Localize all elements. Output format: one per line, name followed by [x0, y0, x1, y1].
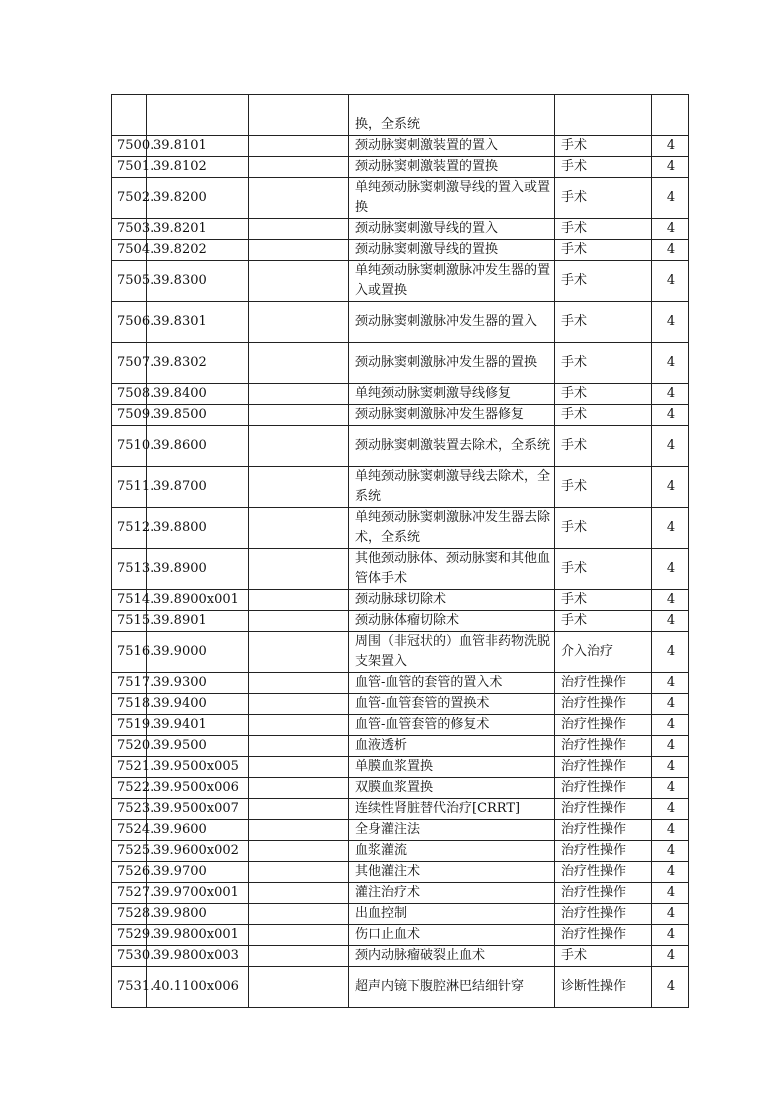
procedure-type-cell: 手术: [555, 219, 652, 240]
procedure-type-cell: 手术: [555, 240, 652, 261]
row-number-cell: 7526.: [112, 862, 147, 883]
level-cell: [652, 95, 689, 136]
code-cell: 39.8202: [147, 240, 249, 261]
table-row: [112, 967, 689, 1008]
row-number-cell: 7524.: [112, 820, 147, 841]
table-row: [112, 384, 689, 405]
procedure-type-cell: 手术: [555, 549, 652, 590]
level-cell: 4: [652, 904, 689, 925]
procedure-type-cell: 治疗性操作: [555, 862, 652, 883]
procedure-name-cell: 单纯颈动脉窦刺激脉冲发生器去除术，全系统: [349, 508, 555, 549]
level-cell: 4: [652, 757, 689, 778]
table-row: [112, 95, 689, 136]
table-row: [112, 136, 689, 157]
blank-cell: [249, 673, 349, 694]
table-row: [112, 426, 689, 467]
row-number-cell: 7529.: [112, 925, 147, 946]
procedure-name-cell: 颈动脉体瘤切除术: [349, 611, 555, 632]
level-cell: 4: [652, 261, 689, 302]
level-cell: 4: [652, 946, 689, 967]
code-cell: 39.9700x001: [147, 883, 249, 904]
level-cell: 4: [652, 467, 689, 508]
procedure-type-cell: 治疗性操作: [555, 841, 652, 862]
code-cell: 39.8600: [147, 426, 249, 467]
row-number-cell: 7528.: [112, 904, 147, 925]
blank-cell: [249, 862, 349, 883]
blank-cell: [249, 136, 349, 157]
code-cell: 39.8201: [147, 219, 249, 240]
procedure-name-cell: 连续性肾脏替代治疗[CRRT]: [349, 799, 555, 820]
code-cell: 39.9800x001: [147, 925, 249, 946]
table-row: [112, 157, 689, 178]
procedure-type-cell: 治疗性操作: [555, 925, 652, 946]
procedure-name-cell: 全身灌注法: [349, 820, 555, 841]
procedure-type-cell: 治疗性操作: [555, 715, 652, 736]
table-row: [112, 715, 689, 736]
procedure-type-cell: 治疗性操作: [555, 778, 652, 799]
code-cell: 39.8102: [147, 157, 249, 178]
table-row: [112, 261, 689, 302]
procedure-name-cell: 其他灌注术: [349, 862, 555, 883]
procedure-type-cell: 治疗性操作: [555, 694, 652, 715]
row-number-cell: 7504.: [112, 240, 147, 261]
code-cell: 39.9800: [147, 904, 249, 925]
level-cell: 4: [652, 240, 689, 261]
row-number-cell: 7512.: [112, 508, 147, 549]
blank-cell: [249, 157, 349, 178]
blank-cell: [249, 967, 349, 1008]
level-cell: 4: [652, 694, 689, 715]
table-row: [112, 862, 689, 883]
procedure-type-cell: 手术: [555, 136, 652, 157]
procedure-type-cell: 治疗性操作: [555, 736, 652, 757]
table-row: [112, 904, 689, 925]
procedure-name-cell: 超声内镜下腹腔淋巴结细针穿: [349, 967, 555, 1008]
code-cell: 39.9600x002: [147, 841, 249, 862]
code-cell: 39.9400: [147, 694, 249, 715]
procedure-type-cell: [555, 95, 652, 136]
table-row: [112, 611, 689, 632]
level-cell: 4: [652, 715, 689, 736]
procedure-name-cell: 单纯颈动脉窦刺激导线修复: [349, 384, 555, 405]
level-cell: 4: [652, 883, 689, 904]
table-row: [112, 799, 689, 820]
table-row: [112, 757, 689, 778]
level-cell: 4: [652, 405, 689, 426]
procedure-type-cell: 治疗性操作: [555, 904, 652, 925]
level-cell: 4: [652, 178, 689, 219]
procedure-name-cell: 出血控制: [349, 904, 555, 925]
procedure-name-cell: 颈动脉窦刺激装置的置入: [349, 136, 555, 157]
row-number-cell: 7519.: [112, 715, 147, 736]
level-cell: 4: [652, 136, 689, 157]
procedure-type-cell: 手术: [555, 426, 652, 467]
procedure-type-cell: 治疗性操作: [555, 820, 652, 841]
procedure-name-cell: 颈动脉窦刺激脉冲发生器修复: [349, 405, 555, 426]
row-number-cell: 7520.: [112, 736, 147, 757]
procedure-type-cell: 手术: [555, 508, 652, 549]
blank-cell: [249, 946, 349, 967]
level-cell: 4: [652, 967, 689, 1008]
procedure-type-cell: 治疗性操作: [555, 757, 652, 778]
blank-cell: [249, 240, 349, 261]
table-row: [112, 549, 689, 590]
row-number-cell: 7514.: [112, 590, 147, 611]
level-cell: 4: [652, 799, 689, 820]
procedure-name-cell: 颈动脉窦刺激导线的置入: [349, 219, 555, 240]
row-number-cell: 7506.: [112, 302, 147, 343]
procedure-type-cell: 手术: [555, 405, 652, 426]
procedure-name-cell: 换，全系统: [349, 95, 555, 136]
code-cell: 39.8101: [147, 136, 249, 157]
row-number-cell: 7522.: [112, 778, 147, 799]
blank-cell: [249, 925, 349, 946]
procedure-name-cell: 单膜血浆置换: [349, 757, 555, 778]
row-number-cell: [112, 95, 147, 136]
code-cell: 39.9500: [147, 736, 249, 757]
blank-cell: [249, 757, 349, 778]
blank-cell: [249, 261, 349, 302]
blank-cell: [249, 178, 349, 219]
blank-cell: [249, 219, 349, 240]
table-row: [112, 778, 689, 799]
row-number-cell: 7507.: [112, 343, 147, 384]
code-cell: 39.8200: [147, 178, 249, 219]
blank-cell: [249, 904, 349, 925]
procedure-type-cell: 手术: [555, 261, 652, 302]
table-row: [112, 946, 689, 967]
procedure-table: [111, 94, 689, 1008]
row-number-cell: 7508.: [112, 384, 147, 405]
row-number-cell: 7509.: [112, 405, 147, 426]
code-cell: 39.9700: [147, 862, 249, 883]
row-number-cell: 7527.: [112, 883, 147, 904]
blank-cell: [249, 384, 349, 405]
procedure-name-cell: 颈动脉窦刺激导线的置换: [349, 240, 555, 261]
row-number-cell: 7521.: [112, 757, 147, 778]
blank-cell: [249, 590, 349, 611]
procedure-type-cell: 手术: [555, 611, 652, 632]
row-number-cell: 7505.: [112, 261, 147, 302]
level-cell: 4: [652, 841, 689, 862]
table-row: [112, 178, 689, 219]
table-row: [112, 343, 689, 384]
code-cell: 39.8301: [147, 302, 249, 343]
blank-cell: [249, 611, 349, 632]
procedure-name-cell: 颈动脉窦刺激脉冲发生器的置入: [349, 302, 555, 343]
table-row: [112, 405, 689, 426]
code-cell: 39.8800: [147, 508, 249, 549]
procedure-type-cell: 手术: [555, 590, 652, 611]
blank-cell: [249, 841, 349, 862]
blank-cell: [249, 820, 349, 841]
procedure-type-cell: 治疗性操作: [555, 673, 652, 694]
level-cell: 4: [652, 343, 689, 384]
code-cell: 39.9800x003: [147, 946, 249, 967]
row-number-cell: 7530.: [112, 946, 147, 967]
procedure-name-cell: 单纯颈动脉窦刺激脉冲发生器的置入或置换: [349, 261, 555, 302]
level-cell: 4: [652, 862, 689, 883]
row-number-cell: 7525.: [112, 841, 147, 862]
level-cell: 4: [652, 426, 689, 467]
blank-cell: [249, 736, 349, 757]
procedure-type-cell: 手术: [555, 946, 652, 967]
code-cell: 39.9500x006: [147, 778, 249, 799]
table-row: [112, 736, 689, 757]
blank-cell: [249, 426, 349, 467]
table-row: [112, 240, 689, 261]
procedure-name-cell: 灌注治疗术: [349, 883, 555, 904]
table-row: [112, 302, 689, 343]
code-cell: 39.9500x007: [147, 799, 249, 820]
procedure-name-cell: 其他颈动脉体、颈动脉窦和其他血管体手术: [349, 549, 555, 590]
procedure-type-cell: 介入治疗: [555, 632, 652, 673]
code-cell: 39.8900x001: [147, 590, 249, 611]
procedure-name-cell: 血管-血管的套管的置入术: [349, 673, 555, 694]
code-cell: 39.9500x005: [147, 757, 249, 778]
procedure-type-cell: 治疗性操作: [555, 883, 652, 904]
code-cell: 39.8302: [147, 343, 249, 384]
blank-cell: [249, 508, 349, 549]
blank-cell: [249, 467, 349, 508]
row-number-cell: 7511.: [112, 467, 147, 508]
level-cell: 4: [652, 925, 689, 946]
code-cell: 39.9000: [147, 632, 249, 673]
level-cell: 4: [652, 820, 689, 841]
row-number-cell: 7503.: [112, 219, 147, 240]
procedure-name-cell: 单纯颈动脉窦刺激导线的置入或置换: [349, 178, 555, 219]
blank-cell: [249, 95, 349, 136]
procedure-type-cell: 手术: [555, 157, 652, 178]
row-number-cell: 7500.: [112, 136, 147, 157]
code-cell: 39.8300: [147, 261, 249, 302]
row-number-cell: 7518.: [112, 694, 147, 715]
blank-cell: [249, 778, 349, 799]
blank-cell: [249, 343, 349, 384]
procedure-name-cell: 单纯颈动脉窦刺激导线去除术，全系统: [349, 467, 555, 508]
table-row: [112, 925, 689, 946]
row-number-cell: 7523.: [112, 799, 147, 820]
procedure-name-cell: 周围（非冠状的）血管非药物洗脱支架置入: [349, 632, 555, 673]
table-row: [112, 219, 689, 240]
row-number-cell: 7513.: [112, 549, 147, 590]
procedure-name-cell: 血管-血管套管的修复术: [349, 715, 555, 736]
row-number-cell: 7501.: [112, 157, 147, 178]
level-cell: 4: [652, 590, 689, 611]
code-cell: 39.9300: [147, 673, 249, 694]
level-cell: 4: [652, 611, 689, 632]
table-row: [112, 508, 689, 549]
row-number-cell: 7516.: [112, 632, 147, 673]
blank-cell: [249, 302, 349, 343]
level-cell: 4: [652, 508, 689, 549]
procedure-name-cell: 血液透析: [349, 736, 555, 757]
level-cell: 4: [652, 778, 689, 799]
code-cell: 39.9401: [147, 715, 249, 736]
procedure-name-cell: 伤口止血术: [349, 925, 555, 946]
level-cell: 4: [652, 632, 689, 673]
level-cell: 4: [652, 157, 689, 178]
blank-cell: [249, 883, 349, 904]
row-number-cell: 7510.: [112, 426, 147, 467]
code-cell: 39.9600: [147, 820, 249, 841]
code-cell: [147, 95, 249, 136]
table-row: [112, 590, 689, 611]
level-cell: 4: [652, 302, 689, 343]
procedure-name-cell: 颈动脉窦刺激装置的置换: [349, 157, 555, 178]
procedure-name-cell: 颈动脉窦刺激装置去除术，全系统: [349, 426, 555, 467]
procedure-type-cell: 手术: [555, 178, 652, 219]
procedure-name-cell: 颈动脉球切除术: [349, 590, 555, 611]
table-row: [112, 841, 689, 862]
table-row: [112, 632, 689, 673]
blank-cell: [249, 549, 349, 590]
table-row: [112, 673, 689, 694]
level-cell: 4: [652, 384, 689, 405]
blank-cell: [249, 405, 349, 426]
code-cell: 39.8400: [147, 384, 249, 405]
level-cell: 4: [652, 549, 689, 590]
code-cell: 40.1100x006: [147, 967, 249, 1008]
procedure-name-cell: 血浆灌流: [349, 841, 555, 862]
row-number-cell: 7515.: [112, 611, 147, 632]
procedure-type-cell: 诊断性操作: [555, 967, 652, 1008]
table-row: [112, 883, 689, 904]
code-cell: 39.8500: [147, 405, 249, 426]
procedure-type-cell: 手术: [555, 343, 652, 384]
blank-cell: [249, 715, 349, 736]
procedure-name-cell: 颈内动脉瘤破裂止血术: [349, 946, 555, 967]
code-cell: 39.8700: [147, 467, 249, 508]
blank-cell: [249, 799, 349, 820]
procedure-type-cell: 手术: [555, 384, 652, 405]
procedure-type-cell: 手术: [555, 467, 652, 508]
table-row: [112, 467, 689, 508]
blank-cell: [249, 632, 349, 673]
level-cell: 4: [652, 219, 689, 240]
procedure-type-cell: 治疗性操作: [555, 799, 652, 820]
table-row: [112, 820, 689, 841]
level-cell: 4: [652, 736, 689, 757]
blank-cell: [249, 694, 349, 715]
procedure-name-cell: 双膜血浆置换: [349, 778, 555, 799]
procedure-name-cell: 血管-血管套管的置换术: [349, 694, 555, 715]
procedure-name-cell: 颈动脉窦刺激脉冲发生器的置换: [349, 343, 555, 384]
row-number-cell: 7517.: [112, 673, 147, 694]
row-number-cell: 7502.: [112, 178, 147, 219]
procedure-type-cell: 手术: [555, 302, 652, 343]
row-number-cell: 7531.: [112, 967, 147, 1008]
level-cell: 4: [652, 673, 689, 694]
code-cell: 39.8900: [147, 549, 249, 590]
code-cell: 39.8901: [147, 611, 249, 632]
table-row: [112, 694, 689, 715]
